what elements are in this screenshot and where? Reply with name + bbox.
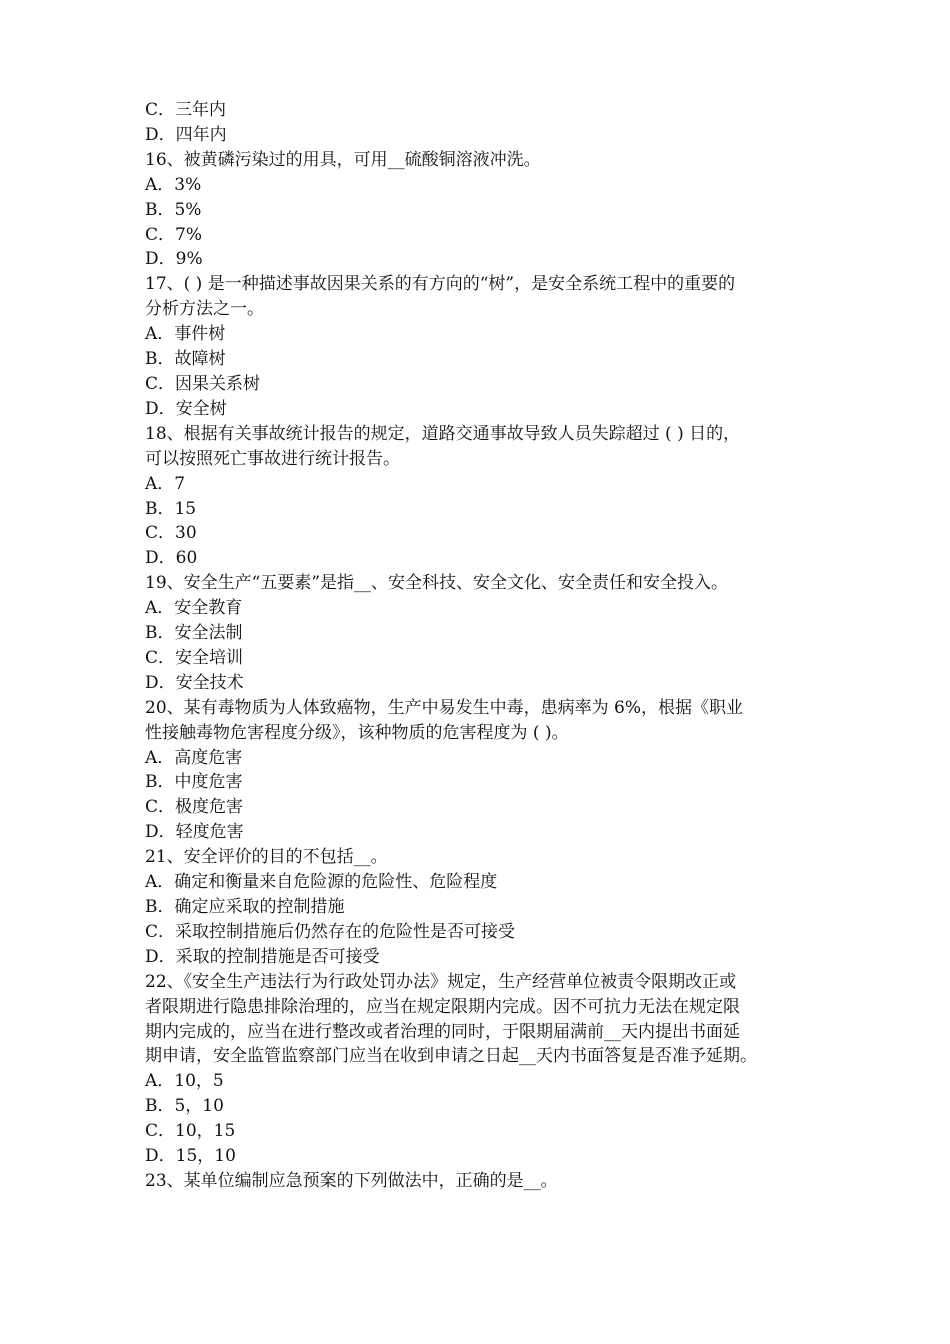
question-22-cont: 期内完成的，应当在进行整改或者治理的同时，于限期届满前__天内提出书面延 <box>145 1021 740 1042</box>
option-d: D．15，10 <box>145 1146 236 1167</box>
option-a: A．高度危害 <box>145 747 243 768</box>
option-d: D．9% <box>145 249 203 270</box>
option-d: D．60 <box>145 548 198 569</box>
question-17: 17、( ) 是一种描述事故因果关系的有方向的“树”，是安全系统工程中的重要的 <box>145 274 736 295</box>
option-c: C．安全培训 <box>145 647 244 668</box>
option-a: A．事件树 <box>145 324 226 345</box>
option-a: A．确定和衡量来自危险源的危险性、危险程度 <box>145 872 498 893</box>
option-b: B．15 <box>145 498 197 519</box>
option-d: D．采取的控制措施是否可接受 <box>145 946 380 967</box>
option-c: C．因果关系树 <box>145 373 261 394</box>
option-b: B．5，10 <box>145 1096 224 1117</box>
question-20: 20、某有毒物质为人体致癌物，生产中易发生中毒，患病率为 6%，根据《职业 <box>145 697 744 718</box>
option-a: A．10，5 <box>145 1071 224 1092</box>
question-18-cont: 可以按照死亡事故进行统计报告。 <box>145 448 400 469</box>
question-22-cont: 者限期进行隐患排除治理的，应当在规定限期内完成。因不可抗力无法在规定限 <box>145 996 740 1017</box>
option-c: C．极度危害 <box>145 797 244 818</box>
option-d: D．安全树 <box>145 398 227 419</box>
question-17-cont: 分析方法之一。 <box>145 299 264 320</box>
question-23: 23、某单位编制应急预案的下列做法中，正确的是__。 <box>145 1170 558 1191</box>
question-20-cont: 性接触毒物危害程度分级》，该种物质的危害程度为 ( )。 <box>145 722 569 743</box>
question-16: 16、被黄磷污染过的用具，可用__硫酸铜溶液冲洗。 <box>145 149 541 170</box>
option-b: B．中度危害 <box>145 772 243 793</box>
question-18: 18、根据有关事故统计报告的规定，道路交通事故导致人员失踪超过 ( ) 日的， <box>145 423 741 444</box>
text-line: D．四年内 <box>145 124 227 145</box>
option-b: B．确定应采取的控制措施 <box>145 897 345 917</box>
question-21: 21、安全评价的目的不包括__。 <box>145 847 388 868</box>
option-c: C．10，15 <box>145 1121 236 1142</box>
option-b: B．安全法制 <box>145 623 243 644</box>
question-text <box>145 98 825 1194</box>
option-c: C．30 <box>145 523 197 544</box>
option-c: C．7% <box>145 224 202 245</box>
option-a: A．安全教育 <box>145 598 243 619</box>
option-b: B．故障树 <box>145 349 226 370</box>
question-22: 22、《安全生产违法行为行政处罚办法》规定，生产经营单位被责令限期改正或 <box>145 971 737 992</box>
option-a: A．3% <box>145 174 202 195</box>
option-d: D．轻度危害 <box>145 822 244 843</box>
option-b: B．5% <box>145 199 202 220</box>
option-c: C．采取控制措施后仍然存在的危险性是否可接受 <box>145 921 516 942</box>
question-22-cont: 期申请，安全监管监察部门应当在收到申请之日起__天内书面答复是否准予延期。 <box>145 1046 757 1067</box>
option-a: A．7 <box>145 473 186 494</box>
question-19: 19、安全生产“五要素”是指__、安全科技、安全文化、安全责任和安全投入。 <box>145 573 729 594</box>
text-line: C．三年内 <box>145 100 227 120</box>
option-d: D．安全技术 <box>145 672 244 693</box>
